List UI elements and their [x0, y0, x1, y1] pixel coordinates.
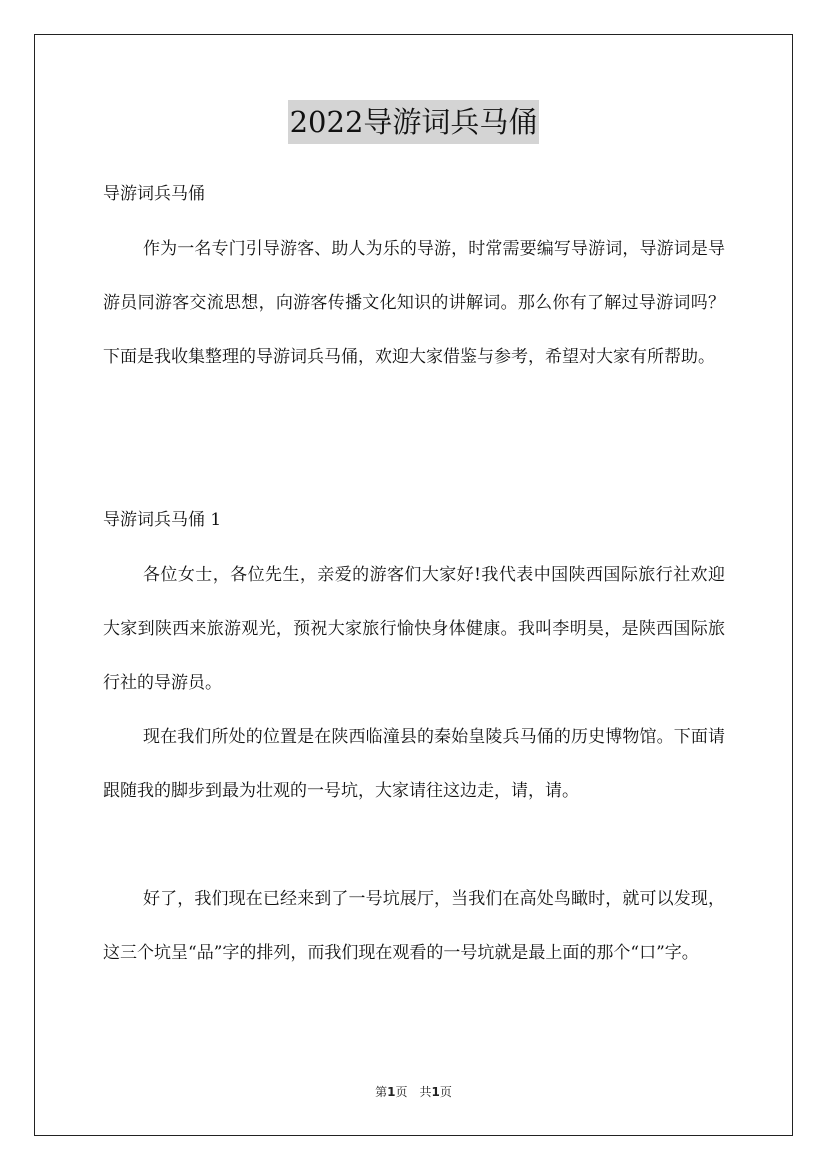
- document-title: 2022导游词兵马俑: [288, 100, 540, 144]
- page-prefix: 第: [375, 1085, 388, 1099]
- intro-paragraph: 作为一名专门引导游客、助人为乐的导游，时常需要编写导游词，导游词是导游员同游客交流思想，向游客传播文化知识的讲解词。那么你有了解过导游词吗？下面是我收集整理的导游词兵马俑，欢迎大家借鉴与参考，希望对大家有所帮助。: [103, 239, 725, 367]
- page-mid: 页 共: [395, 1085, 432, 1099]
- body-paragraph-1: 各位女士，各位先生，亲爱的游客们大家好!我代表中国陕西国际旅行社欢迎大家到陕西来旅游观光，预祝大家旅行愉快身体健康。我叫李明昊，是陕西国际旅行社的导游员。: [103, 565, 725, 693]
- document-subtitle: 导游词兵马俑: [103, 184, 205, 204]
- body-paragraph-2: 现在我们所处的位置是在陕西临潼县的秦始皇陵兵马俑的历史博物馆。下面请跟随我的脚步到最为壮观的一号坑，大家请往这边走，请，请。: [103, 727, 725, 801]
- page-current: 1: [387, 1085, 396, 1099]
- page-footer: [0, 1084, 827, 1100]
- title-container: [0, 100, 827, 144]
- page-total: 1: [431, 1085, 440, 1099]
- section-heading: 导游词兵马俑 1: [103, 510, 222, 530]
- body-paragraph-3: 好了，我们现在已经来到了一号坑展厅，当我们在高处鸟瞰时，就可以发现，这三个坑呈“品”字的排列，而我们现在观看的一号坑就是最上面的那个“口”字。: [103, 889, 725, 963]
- page-suffix: 页: [439, 1085, 452, 1099]
